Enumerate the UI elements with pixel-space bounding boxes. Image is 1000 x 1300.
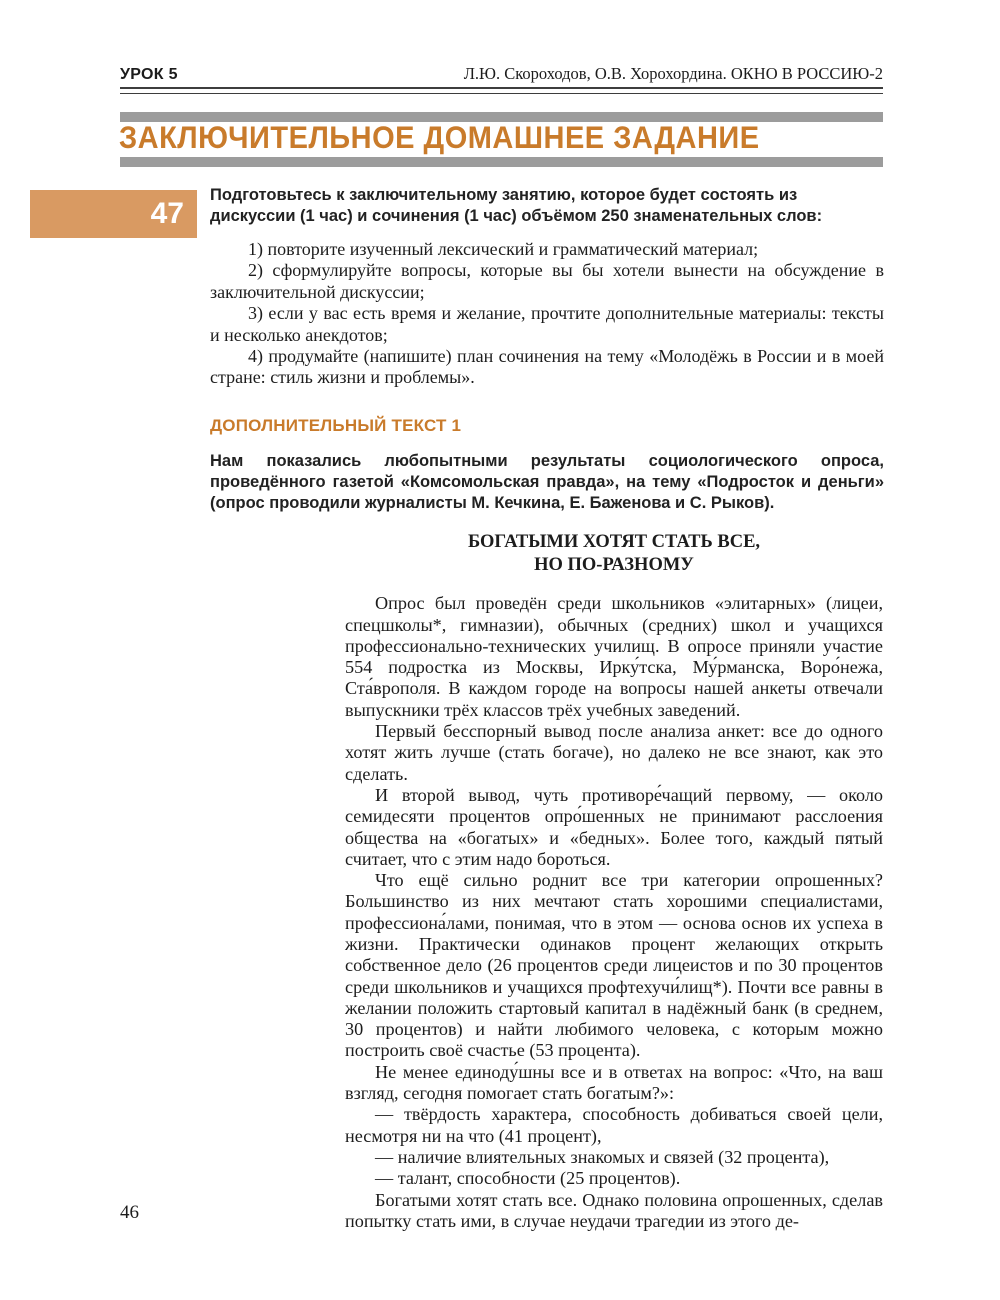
supplementary-intro: Нам показались любопытными результаты социологического опроса, проведённого газетой «Комсомольская правда», на тему «Подросток и деньги» (опрос проводили журналисты М. Кечкина, Е. Баженова и С. Рыков). <box>210 452 884 513</box>
article-paragraph: Первый бесспорный вывод после анализа анкет: все до одного хотят жить лучше (стать богаче), но далеко не все знают, как это сделать. <box>345 721 883 784</box>
exercise-number-box <box>30 190 197 238</box>
article-paragraph: Не менее единоду́шны все и в ответах на вопрос: «Что, на ваш взгляд, сегодня помогает стать богатым?»: <box>345 1061 883 1104</box>
header-rule <box>120 87 883 94</box>
supplementary-text-heading: ДОПОЛНИТЕЛЬНЫЙ ТЕКСТ 1 <box>210 415 462 435</box>
article-paragraph: Что ещё сильно роднит все три категории опрошенных? Большинство из них мечтают стать хорошими специалистами, профессиона́лами, понимая, что в этом — основа основ их успеха в жизни. Практически одинаков процент желающих открыть собственное дело (26 процентов среди лицеистов и по 30 процентов среди школьников и учащихся профтехучи́лищ*). Почти все равны в желании положить стартовый капитал в надёжный банк (в среднем, 30 процентов) и найти любимого человека, с которым можно построить своё счастье (53 процента). <box>345 870 883 1061</box>
page-number: 46 <box>120 1202 139 1223</box>
running-head <box>120 64 883 84</box>
article-paragraph: — твёрдость характера, способность добиваться своей цели, несмотря ни на что (41 процент), <box>345 1104 883 1146</box>
lesson-label: УРОК 5 <box>120 66 178 83</box>
article-paragraph: И второй вывод, чуть противоре́чащий первому, — около семидесяти процентов опро́шенных не принимают расслоения общества на «богатых» и «бедных». Более того, каждый пятый считает, что с этим надо бороться. <box>345 784 883 869</box>
article-paragraph: Богатыми хотят стать все. Однако половина опрошенных, сделав попытку стать ими, в случае неудачи трагедии из этого де- <box>345 1189 883 1231</box>
exercise-instruction: Подготовьтесь к заключительному занятию, которое будет состоять из дискуссии (1 час) и сочинения (1 час) объёмом 250 знаменательных слов: <box>210 186 823 225</box>
article-title <box>345 531 883 577</box>
exercise-task-item: 4) продумайте (напишите) план сочинения на тему «Молодёжь в России и в моей стране: стиль жизни и проблемы». <box>210 346 884 388</box>
article-paragraph: — наличие влиятельных знакомых и связей (32 процента), <box>375 1146 830 1167</box>
article-body <box>345 593 883 1232</box>
exercise-task-item: 3) если у вас есть время и желание, прочтите дополнительные материалы: тексты и несколько анекдотов; <box>210 303 884 345</box>
exercise-task-item: 2) сформулируйте вопросы, которые вы бы хотели вынести на обсуждение в заключительной дискуссии; <box>210 260 884 302</box>
exercise-task-item: 1) повторите изученный лексический и грамматический материал; <box>248 239 759 259</box>
article-paragraph: Опрос был проведён среди школьников «элитарных» (лицеи, спецшколы*, гимназии), обычных (средних) школ и учащихся профессионально-технических училищ. В опросе приняли участие 554 подростка из Москвы, Ирку́тска, Му́рманска, Воро́нежа, Ста́врополя. В каждом городе на вопросы нашей анкеты отвечали выпускники трёх классов трёх учебных заведений. <box>345 593 883 720</box>
article <box>345 531 883 1232</box>
article-title-line-1: БОГАТЫМИ ХОТЯТ СТАТЬ ВСЕ, <box>467 532 761 553</box>
article-paragraph: — талант, способности (25 процентов). <box>375 1168 681 1189</box>
exercise-task-list <box>210 239 884 389</box>
banner-bar-bottom <box>120 157 883 167</box>
section-title: ЗАКЛЮЧИТЕЛЬНОЕ ДОМАШНЕЕ ЗАДАНИЕ <box>119 121 760 156</box>
article-title-line-2: НО ПО-РАЗНОМУ <box>534 555 694 576</box>
book-title: Л.Ю. Скороходов, О.В. Хорохордина. ОКНО В РОССИЮ-2 <box>463 64 883 83</box>
exercise-number: 47 <box>150 197 184 230</box>
content-column <box>210 185 884 1232</box>
